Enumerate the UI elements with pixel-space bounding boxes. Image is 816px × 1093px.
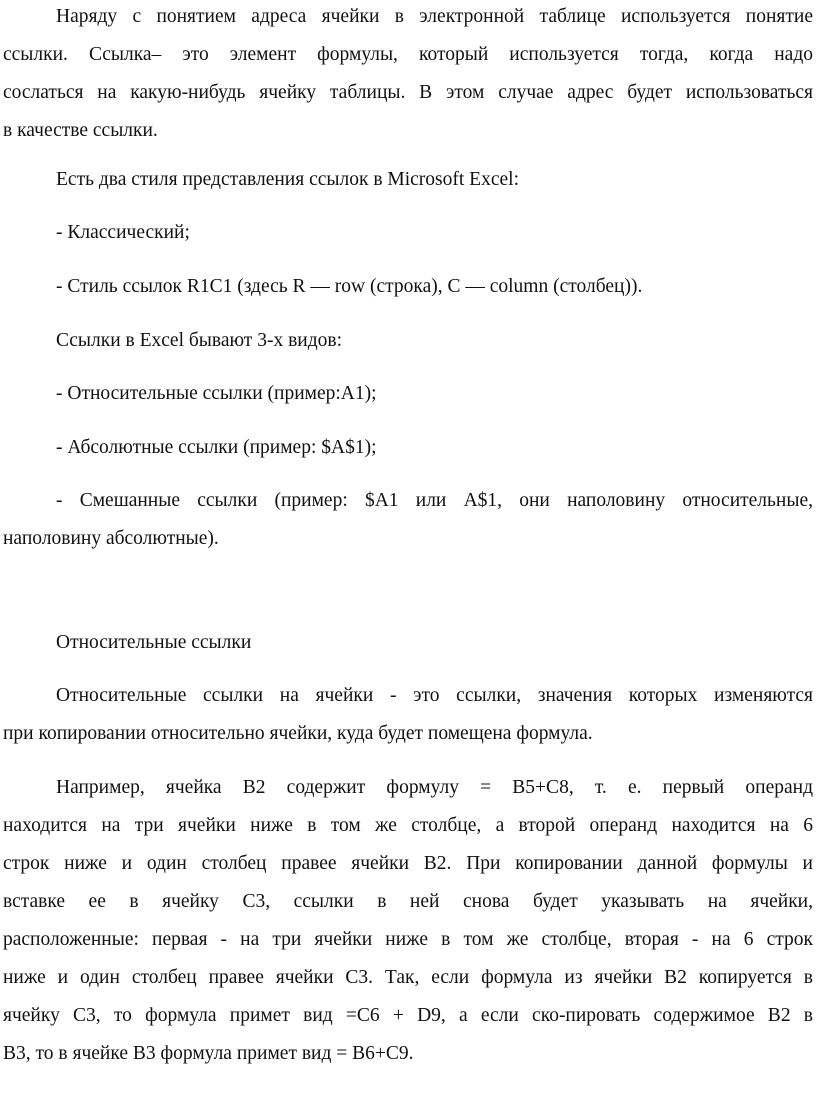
text-line: Есть два стиля представления ссылок в Microsoft Excel: <box>56 169 519 190</box>
text-line: строк ниже и один столбец правее ячейки B2. При копировании данной формулы и <box>3 853 813 874</box>
paragraph-relative-definition <box>3 677 813 753</box>
text-line: - Стиль ссылок R1C1 (здесь R — row (строка), C — column (столбец)). <box>56 276 643 297</box>
list-item-mixed <box>3 482 813 558</box>
text-line: ниже и один столбец правее ячейки C3. Так, если формула из ячейки B2 копируется в <box>3 967 813 988</box>
section-heading <box>3 624 813 662</box>
list-item-classic <box>3 214 813 252</box>
text-line: ссылки. Ссылка– это элемент формулы, который используется тогда, когда надо <box>3 44 813 65</box>
text-line: находится на три ячейки ниже в том же столбце, а второй операнд находится на 6 <box>3 815 813 836</box>
text-line: в качестве ссылки. <box>3 120 158 141</box>
text-line: Относительные ссылки <box>56 632 252 653</box>
text-line: наполовину абсолютные). <box>3 528 219 549</box>
paragraph-intro <box>3 0 813 150</box>
text-line: расположенные: первая - на три ячейки ниже в том же столбце, вторая - на 6 строк <box>3 929 813 950</box>
text-line: - Классический; <box>56 222 190 243</box>
text-line: Например, ячейка B2 содержит формулу = B5+C8, т. е. первый операнд <box>56 777 813 798</box>
paragraph-types-intro <box>3 322 813 360</box>
paragraph-example <box>3 769 813 1073</box>
text-line: - Абсолютные ссылки (пример: $A$1); <box>56 437 377 458</box>
text-line: Наряду с понятием адреса ячейки в электронной таблице используется понятие <box>56 6 813 27</box>
text-line: вставке ее в ячейку C3, ссылки в ней снова будет указывать на ячейки, <box>3 891 813 912</box>
text-line: B3, то в ячейке B3 формула примет вид = B6+C9. <box>3 1043 414 1064</box>
list-item-r1c1 <box>3 268 813 306</box>
text-line: Относительные ссылки на ячейки - это ссылки, значения которых изменяются <box>56 685 813 706</box>
paragraph-styles-intro <box>3 161 813 199</box>
list-item-relative <box>3 375 813 413</box>
text-line: ячейку C3, то формула примет вид =C6 + D9, а если ско-пировать содержимое B2 в <box>3 1005 813 1026</box>
text-line: сослаться на какую-нибудь ячейку таблицы. В этом случае адрес будет использоваться <box>3 82 813 103</box>
text-line: - Относительные ссылки (пример:A1); <box>56 383 377 404</box>
list-item-absolute <box>3 429 813 467</box>
text-line: при копировании относительно ячейки, куда будет помещена формула. <box>3 723 593 744</box>
text-line: Ссылки в Excel бывают 3-х видов: <box>56 330 343 351</box>
text-line: - Смешанные ссылки (пример: $A1 или A$1, они наполовину относительные, <box>56 490 813 511</box>
